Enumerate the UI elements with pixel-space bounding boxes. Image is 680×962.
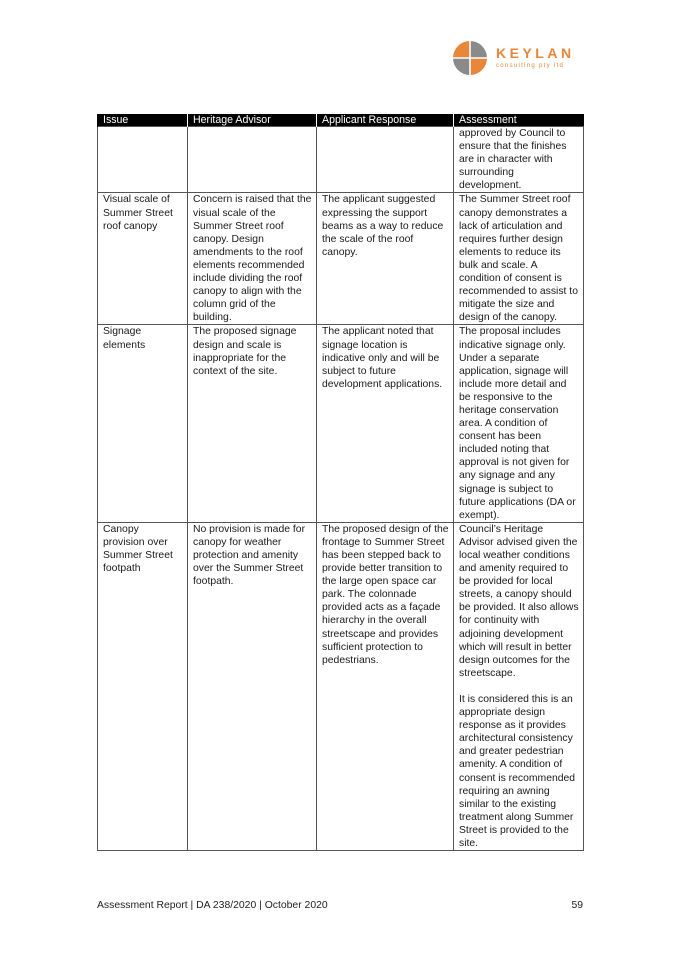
assessment-paragraph-1: Council’s Heritage Advisor advised given the local weather conditions and amenity required to be provided for local streets, a canopy should be provided. It also allows for continuity with adjoining development which will result in better design outcomes for the streetscape. <box>459 523 579 679</box>
table-row <box>98 127 584 193</box>
logo-name: KEYLAN <box>496 45 575 61</box>
cell-heritage: The proposed signage design and scale is inappropriate for the context of the site. <box>188 325 317 522</box>
cell-assessment: The proposal includes indicative signage only. Under a separate application, signage will include more detail and be responsive to the heritage conservation area. A condition of consent has been included noting that approval is not given for any signage and any signage is subject to future applications (DA or exempt). <box>454 325 584 522</box>
cell-applicant: The applicant noted that signage location is indicative only and will be subject to future development applications. <box>317 325 454 522</box>
table-row <box>98 325 584 522</box>
cell-applicant <box>317 127 454 193</box>
cell-applicant: The proposed design of the frontage to Summer Street has been stepped back to provide better transition to the large open space car park. The colonnade provided acts as a façade hierarchy in the overall streetscape and provides sufficient protection to pedestrians. <box>317 522 454 850</box>
table-row <box>98 193 584 325</box>
cell-issue: Visual scale of Summer Street roof canopy <box>98 193 188 325</box>
table-row <box>98 522 584 850</box>
cell-assessment: The Summer Street roof canopy demonstrates a lack of articulation and requires further design elements to reduce its bulk and scale. A condition of consent is recommended to assist to mitigate the size and design of the canopy. <box>454 193 584 325</box>
page-number: 59 <box>571 900 583 911</box>
page-footer <box>97 900 583 911</box>
keylan-logo-icon <box>452 40 488 76</box>
column-header-issue: Issue <box>98 114 188 127</box>
logo-tagline: consulting pty ltd <box>496 63 565 69</box>
cell-heritage <box>188 127 317 193</box>
column-header-assessment: Assessment <box>454 114 584 127</box>
column-header-applicant-response: Applicant Response <box>317 114 454 127</box>
assessment-table <box>97 114 584 851</box>
cell-heritage: No provision is made for canopy for weather protection and amenity over the Summer Street footpath. <box>188 522 317 850</box>
cell-heritage: Concern is raised that the visual scale of the Summer Street roof canopy. Design amendments to the roof elements recommended include dividing the roof canopy to align with the column grid of the building. <box>188 193 317 325</box>
cell-assessment <box>454 522 584 850</box>
cell-assessment: approved by Council to ensure that the finishes are in character with surrounding development. <box>454 127 584 193</box>
company-logo <box>452 40 575 76</box>
column-header-heritage-advisor: Heritage Advisor <box>188 114 317 127</box>
cell-applicant: The applicant suggested expressing the support beams as a way to reduce the scale of the roof canopy. <box>317 193 454 325</box>
footer-text: Assessment Report | DA 238/2020 | October 2020 <box>97 900 328 911</box>
cell-issue <box>98 127 188 193</box>
assessment-paragraph-2: It is considered this is an appropriate design response as it provides architectural consistency and greater pedestrian amenity. A condition of consent is recommended requiring an awning similar to the existing treatment along Summer Street is provided to the site. <box>459 693 576 849</box>
cell-issue: Signage elements <box>98 325 188 522</box>
cell-issue: Canopy provision over Summer Street footpath <box>98 522 188 850</box>
table-header-row <box>98 114 584 127</box>
